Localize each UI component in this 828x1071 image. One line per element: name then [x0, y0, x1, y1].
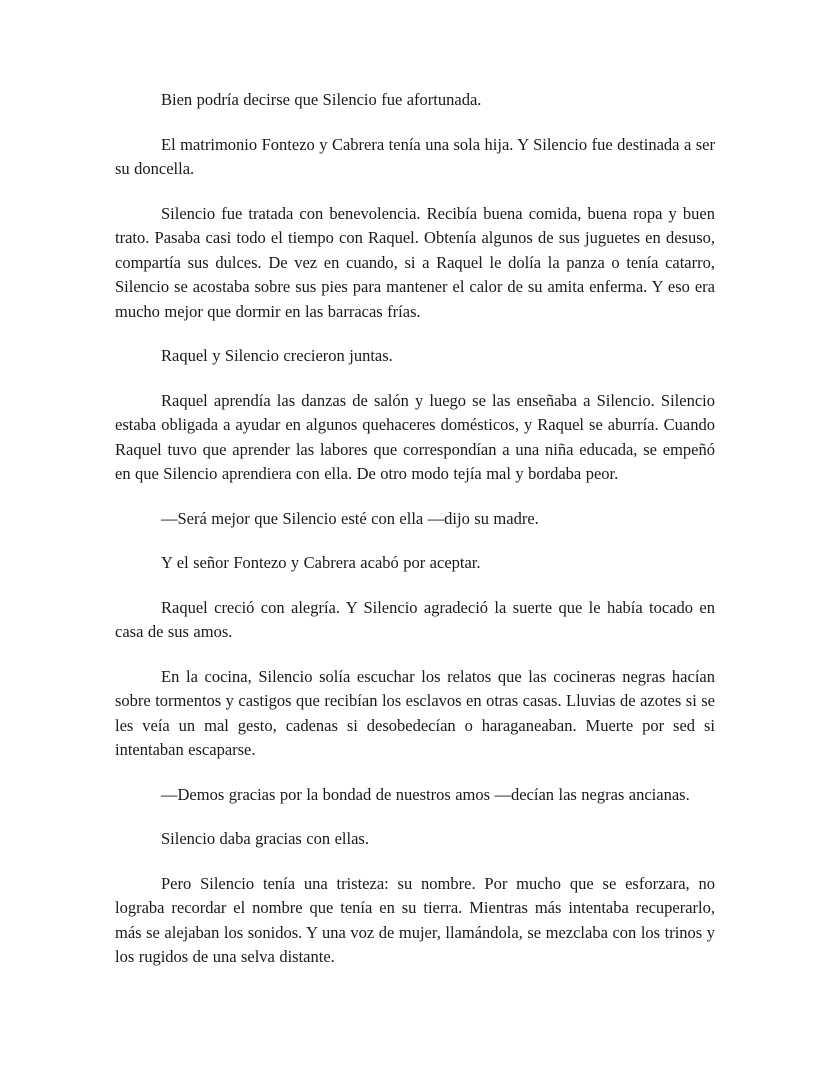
paragraph: Pero Silencio tenía una tristeza: su nombre. Por mucho que se esforzara, no lograba recordar el nombre que tenía en su tierra. Mientras más intentaba recuperarlo, más se alejaban los sonidos. Y una voz de mujer, llamándola, se mezclaba con los trinos y los rugidos de una selva distante.	[115, 873, 715, 966]
paragraph: En la cocina, Silencio solía escuchar los relatos que las cocineras negras hacían sobre tormentos y castigos que recibían los esclavos en otras casas. Lluvias de azotes si se les veía un mal gesto, cadenas si desobedecían o haraganeaban. Muerte por sed si intentaban escaparse.	[115, 666, 715, 759]
paragraph: Raquel y Silencio crecieron juntas.	[161, 346, 393, 365]
paragraph: Bien podría decirse que Silencio fue afortunada.	[161, 90, 482, 109]
page-text-block	[115, 88, 715, 970]
paragraph: Raquel creció con alegría. Y Silencio agradeció la suerte que le había tocado en casa de sus amos.	[115, 597, 715, 641]
paragraph: El matrimonio Fontezo y Cabrera tenía una sola hija. Y Silencio fue destinada a ser su doncella.	[115, 134, 715, 178]
paragraph: Silencio fue tratada con benevolencia. Recibía buena comida, buena ropa y buen trato. Pasaba casi todo el tiempo con Raquel. Obtenía algunos de sus juguetes en desuso, compartía sus dulces. De vez en cuando, si a Raquel le dolía la panza o tenía catarro, Silencio se acostaba sobre sus pies para mantener el calor de su amita enferma. Y eso era mucho mejor que dormir en las barracas frías.	[115, 203, 715, 321]
paragraph-dialogue: —Demos gracias por la bondad de nuestros amos —decían las negras ancianas.	[161, 784, 690, 804]
paragraph: Silencio daba gracias con ellas.	[161, 829, 369, 848]
paragraph-dialogue: —Será mejor que Silencio esté con ella —dijo su madre.	[161, 508, 539, 528]
paragraph: Y el señor Fontezo y Cabrera acabó por aceptar.	[161, 553, 481, 572]
paragraph: Raquel aprendía las danzas de salón y luego se las enseñaba a Silencio. Silencio estaba obligada a ayudar en algunos quehaceres domésticos, y Raquel se aburría. Cuando Raquel tuvo que aprender las labores que correspondían a una niña educada, se empeñó en que Silencio aprendiera con ella. De otro modo tejía mal y bordaba peor.	[115, 390, 715, 483]
